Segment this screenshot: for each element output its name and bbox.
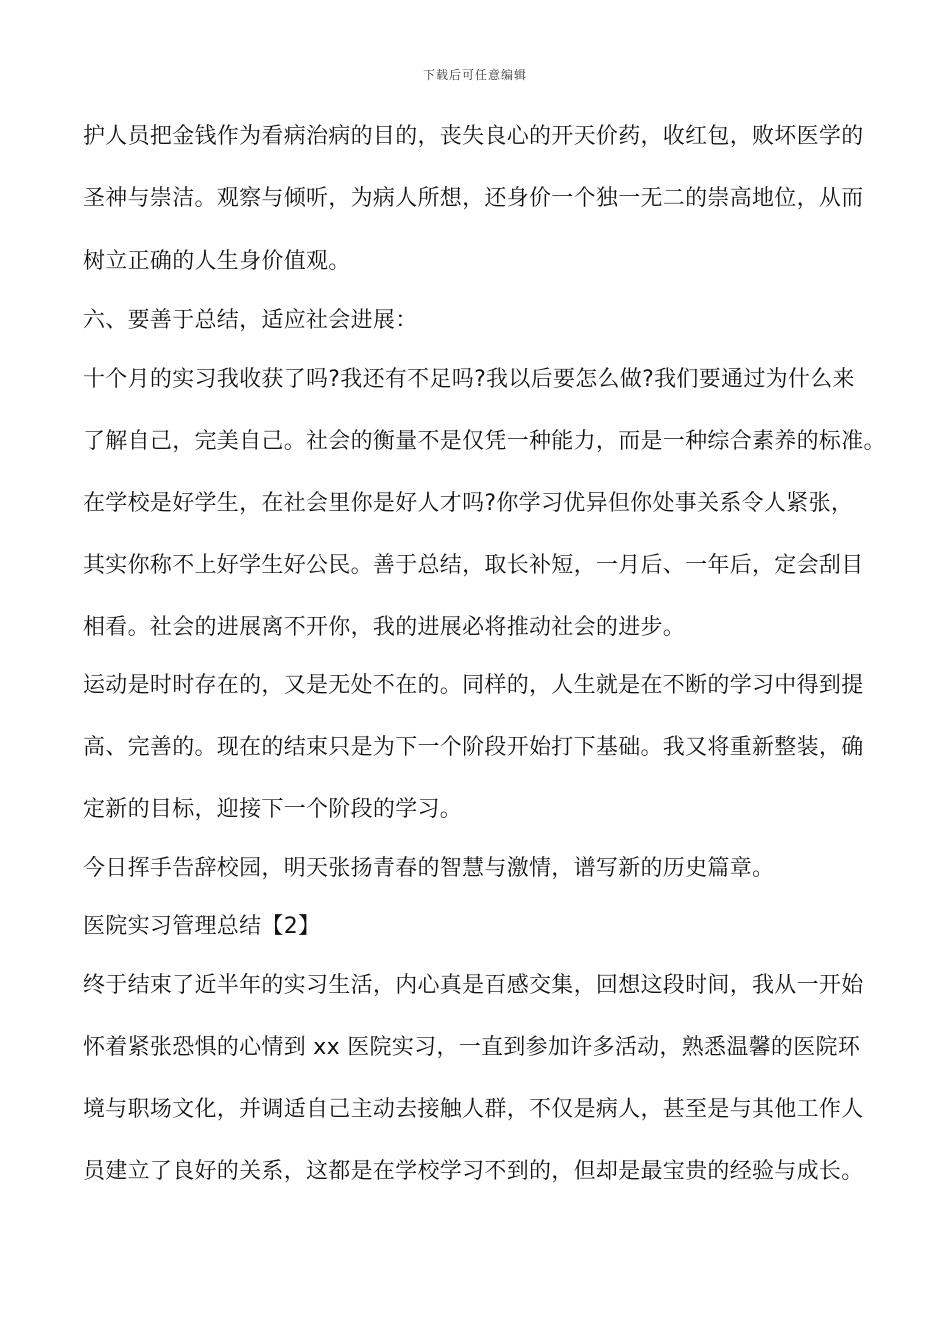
paragraph-line: 护人员把金钱作为看病治病的目的，丧失良心的开天价药，收红包，败坏医学的 [83,124,864,149]
paragraph-line: 员建立了良好的关系，这都是在学校学习不到的，但却是最宝贵的经验与成长。 [83,1159,864,1184]
paragraph-line: 在学校是好学生，在社会里你是好人才吗?你学习优异但你处事关系令人紧张， [83,491,854,516]
paragraph-line: 了解自己，完美自己。社会的衡量不是仅凭一种能力，而是一种综合素养的标准。 [83,429,886,454]
section-heading: 医院实习管理总结【2】 [83,914,321,939]
paragraph-line: 终于结束了近半年的实习生活，内心真是百感交集，回想这段时间，我从一开始 [83,973,864,998]
paragraph-line: 运动是时时存在的，又是无处不在的。同样的，人生就是在不断的学习中得到提 [83,673,864,698]
paragraph-line: 相看。社会的进展离不开你，我的进展必将推动社会的进步。 [83,615,686,640]
paragraph-line: 怀着紧张恐惧的心情到 xx 医院实习，一直到参加许多活动，熟悉温馨的医院环 [83,1035,861,1060]
page-header: 下载后可任意编辑 [422,68,527,82]
section-heading: 六、要善于总结，适应社会进展： [83,308,418,333]
paragraph-line: 定新的目标，迎接下一个阶段的学习。 [83,797,463,822]
paragraph-line: 高、完善的。现在的结束只是为下一个阶段开始打下基础。我又将重新整装，确 [83,735,864,760]
paragraph-line: 圣神与崇洁。观察与倾听，为病人所想，还身价一个独一无二的崇高地位，从而 [83,186,864,211]
paragraph-line: 其实你称不上好学生好公民。善于总结，取长补短，一月后、一年后，定会刮目 [83,553,864,578]
paragraph-line: 树立正确的人生身价值观。 [83,249,351,274]
paragraph-line: 今日挥手告辞校园，明天张扬青春的智慧与激情，谱写新的历史篇章。 [83,856,775,881]
paragraph-line: 境与职场文化，并调适自己主动去接触人群，不仅是病人，甚至是与其他工作人 [83,1097,864,1122]
paragraph-line: 十个月的实习我收获了吗?我还有不足吗?我以后要怎么做?我们要通过为什么来 [83,367,855,392]
